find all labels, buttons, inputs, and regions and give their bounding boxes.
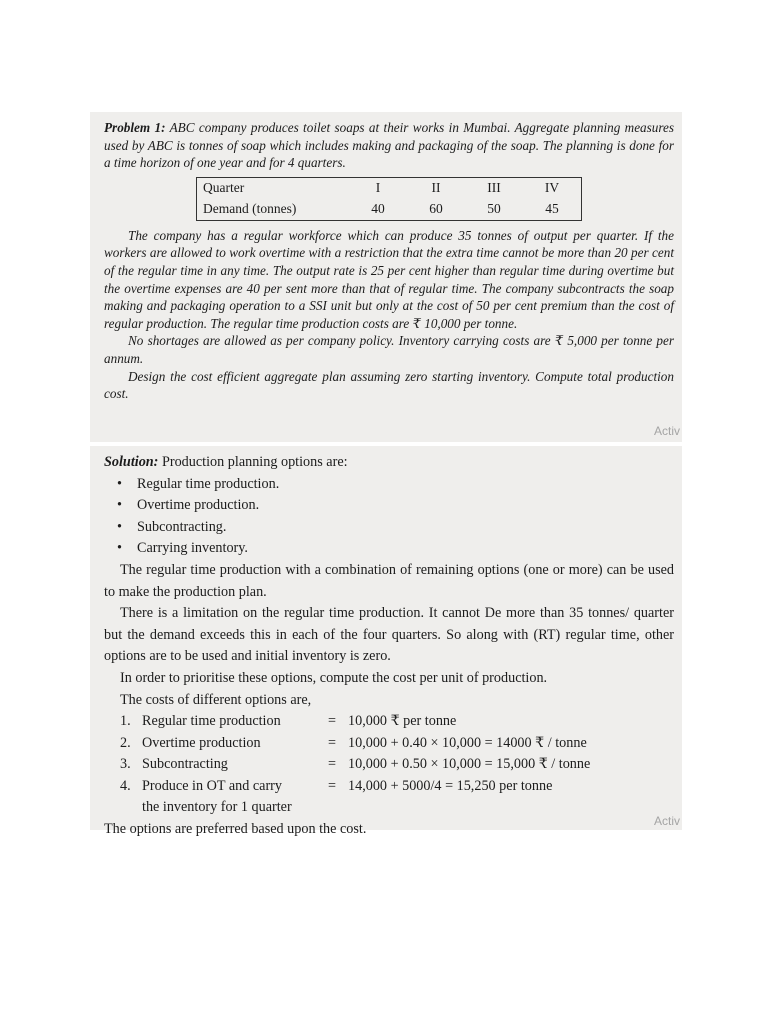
solution-intro [104,452,674,474]
quarter-1: I [375,180,381,196]
solution-label: Solution: [104,454,159,470]
cost-value: 10,000 ₹ per tonne [348,713,457,730]
option-label: Regular time production. [137,475,280,492]
list-item [117,517,674,539]
table-row [197,199,582,221]
solution-paragraph-4: The costs of different options are, [120,691,312,708]
demand-1: 40 [371,201,385,217]
quarter-2: II [431,180,441,196]
table-header-label: Quarter [203,180,245,196]
list-item [117,474,674,496]
cost-name: Subcontracting [142,756,228,773]
bullet-icon: • [117,540,122,557]
solution-paragraph-2: There is a limitation on the regular time production. It cannot De more than 35 tonnes/ quarter but the demand exceeds this in each of the four quarters. So along with (RT) regular time, other options are to be used and initial inventory is zero. [104,605,674,665]
cost-name: Overtime production [142,734,261,751]
cost-name: Produce in OT and carry [142,777,282,794]
cost-equals: = [328,777,337,794]
quarter-4: IV [544,180,560,196]
cost-number: 2. [120,734,131,751]
options-list [104,474,674,560]
cost-list [104,711,674,815]
solution-paragraph-1: The regular time production with a combination of remaining options (one or more) can be used to make the production plan. [104,561,674,600]
problem-intro [104,119,674,172]
table-row-label: Demand (tonnes) [203,201,297,217]
cost-row [104,733,674,755]
option-label: Subcontracting. [137,518,227,535]
cost-equals: = [328,734,337,751]
table-header-row [197,177,582,199]
problem-intro-text: ABC company produces toilet soaps at their works in Mumbai. Aggregate planning measures used by ABC is tonnes of soap which includes making and packaging of the soap. The planning is done for a time horizon of one year and for 4 quarters. [104,120,674,171]
cost-equals: = [328,713,337,730]
cost-number: 1. [120,713,131,730]
solution-paragraph-3: In order to prioritise these options, compute the cost per unit of production. [120,669,548,686]
demand-table [196,177,582,221]
cost-value: 10,000 + 0.50 × 10,000 = 15,000 ₹ / tonne [348,756,591,773]
solution-scan [90,446,682,837]
watermark-text: Activ [653,424,680,438]
cost-value: 10,000 + 0.40 × 10,000 = 14000 ₹ / tonne [348,734,587,751]
problem-scan [90,112,682,442]
list-item [117,538,674,560]
bullet-icon: • [117,475,122,492]
problem-label: Problem 1: [104,120,166,135]
list-item [117,495,674,517]
option-label: Carrying inventory. [137,540,248,557]
cost-name: Regular time production [142,713,281,730]
cost-row [104,754,674,776]
problem-paragraph-1: The company has a regular workforce which can produce 35 tonnes of output per quarter. If the workers are allowed to work overtime with a restriction that the extra time cannot be more than 20 per cent of the regular time in any time. The output rate is 25 per cent higher than regular time during overtime but the overtime expenses are 40 per sent more than that of regular time. The company subcontracts the soap making and packaging operation to a SSI unit but only at the cost of 50 per cent premium than the cost of regular production. The regular time production costs are ₹ 10,000 per tonne. [104,227,674,331]
demand-2: 60 [429,201,443,217]
cost-row-continuation: the inventory for 1 quarter [142,798,292,815]
cost-row [104,776,674,798]
problem-paragraph-2: No shortages are allowed as per company policy. Inventory carrying costs are ₹ 5,000 per tonne per annum. [104,333,674,366]
demand-3: 50 [487,201,501,217]
demand-4: 45 [545,201,559,217]
cost-number: 4. [120,777,131,794]
solution-conclusion: The options are preferred based upon the cost. [104,820,367,837]
cost-value: 14,000 + 5000/4 = 15,250 per tonne [348,777,553,794]
cost-equals: = [328,756,337,773]
watermark-text: Activ [653,814,680,828]
problem-paragraph-3: Design the cost efficient aggregate plan assuming zero starting inventory. Compute total production cost. [104,368,674,402]
cost-row [104,711,674,733]
option-label: Overtime production. [137,497,260,514]
quarter-3: III [487,180,501,196]
bullet-icon: • [117,518,122,535]
bullet-icon: • [117,497,122,514]
solution-intro-text: Production planning options are: [161,454,348,470]
cost-number: 3. [120,756,131,773]
